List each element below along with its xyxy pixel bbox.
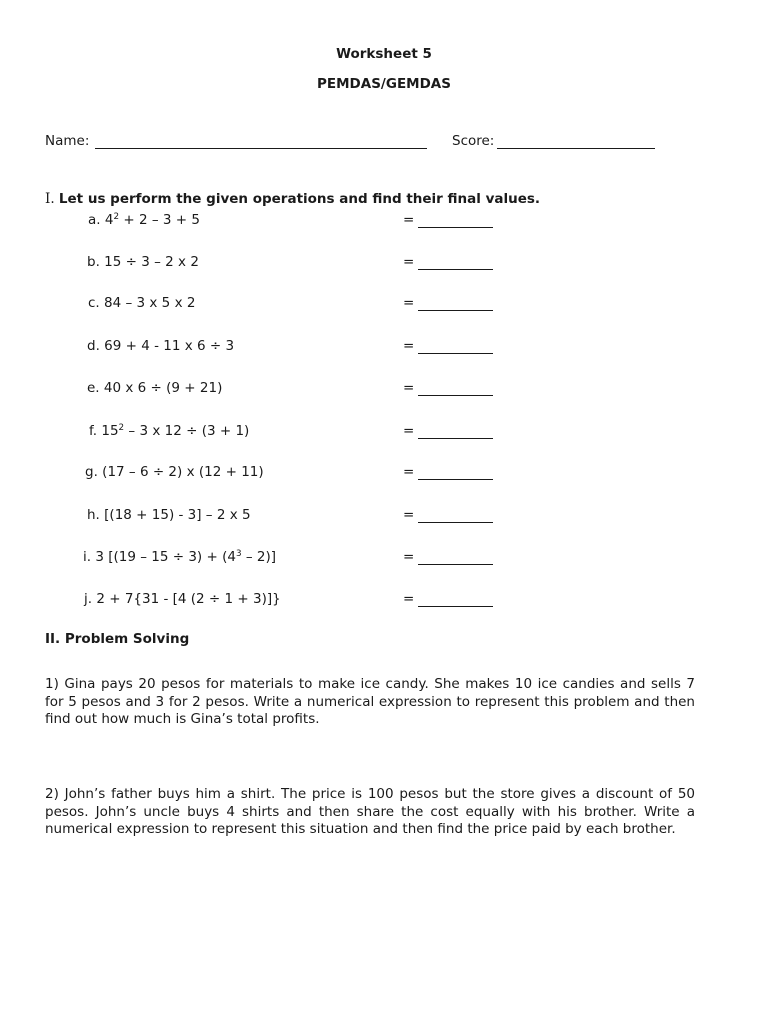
answer-blank[interactable] xyxy=(418,269,493,270)
score-blank[interactable] xyxy=(497,148,655,149)
answer-blank[interactable] xyxy=(418,395,493,396)
problem-expression: a. $4^2 + 2 - 3 + 5$ xyxy=(88,212,200,228)
problem-expression: e. 40 x 6 ÷ (9 + 21) xyxy=(87,380,223,396)
worksheet-subtitle: PEMDAS/GEMDAS xyxy=(317,76,451,92)
worksheet-title: Worksheet 5 xyxy=(336,46,432,62)
equals-sign: = xyxy=(403,212,415,228)
problem-item xyxy=(0,254,768,274)
problem-expression: i. 3 $[(19 - 15 \div 3) + (4^3 - 2)]$ xyxy=(83,549,276,565)
score-label: Score: xyxy=(452,133,495,149)
word-problem-1: 1) Gina pays 20 pesos for materials to make ice candy. She makes 10 ice candies and sells 7 for 5 pesos and 3 for 2 pesos. Write a numerical expression to represent this problem and then find out how much is Gina’s total profits. xyxy=(45,676,695,727)
name-blank[interactable] xyxy=(95,148,427,149)
answer-blank[interactable] xyxy=(418,479,493,480)
equals-sign: = xyxy=(403,295,415,311)
answer-blank[interactable] xyxy=(418,522,493,523)
equals-sign: = xyxy=(403,423,415,439)
problem-item xyxy=(0,423,768,443)
problem-item xyxy=(0,380,768,400)
equals-sign: = xyxy=(403,549,415,565)
equals-sign: = xyxy=(403,507,415,523)
problem-item xyxy=(0,338,768,358)
name-label: Name: xyxy=(45,133,90,149)
problem-expression: c. 84 – 3 x 5 x 2 xyxy=(88,295,196,311)
equals-sign: = xyxy=(403,464,415,480)
problem-item xyxy=(0,295,768,315)
problem-item xyxy=(0,464,768,484)
equals-sign: = xyxy=(403,380,415,396)
answer-blank[interactable] xyxy=(418,438,493,439)
section-1-heading-text: Let us perform the given operations and find their final values. xyxy=(58,191,541,207)
problem-expression: d. 69 + 4 - 11 x 6 ÷ 3 xyxy=(87,338,235,354)
answer-blank[interactable] xyxy=(418,606,493,607)
problem-item xyxy=(0,549,768,569)
equals-sign: = xyxy=(403,591,415,607)
problem-item xyxy=(0,507,768,527)
problem-expression: g. (17 – 6 ÷ 2) x (12 + 11) xyxy=(85,464,264,480)
word-problem-2: 2) John’s father buys him a shirt. The price is 100 pesos but the store gives a discount of 50 pesos. John’s uncle buys 4 shirts and then share the cost equally with his brother. Write a numerical expression to represent this situation and then find the price paid by each brother. xyxy=(45,786,695,837)
section-1-numeral: I. xyxy=(45,191,55,207)
section-1-heading xyxy=(45,191,540,207)
problem-expression: b. 15 ÷ 3 – 2 x 2 xyxy=(87,254,199,270)
answer-blank[interactable] xyxy=(418,227,493,228)
answer-blank[interactable] xyxy=(418,353,493,354)
problem-expression: h. [(18 + 15) - 3] – 2 x 5 xyxy=(87,507,251,523)
problem-item xyxy=(0,212,768,232)
answer-blank[interactable] xyxy=(418,310,493,311)
section-2-heading: II. Problem Solving xyxy=(45,631,190,647)
equals-sign: = xyxy=(403,338,415,354)
student-info-row xyxy=(45,133,725,153)
answer-blank[interactable] xyxy=(418,564,493,565)
problem-item xyxy=(0,591,768,611)
problem-expression: f. $15^2 - 3$ x 12 ÷ (3 + 1) xyxy=(89,423,250,439)
problem-expression: j. 2 + 7{31 - [4 (2 ÷ 1 + 3)]} xyxy=(84,591,281,607)
equals-sign: = xyxy=(403,254,415,270)
